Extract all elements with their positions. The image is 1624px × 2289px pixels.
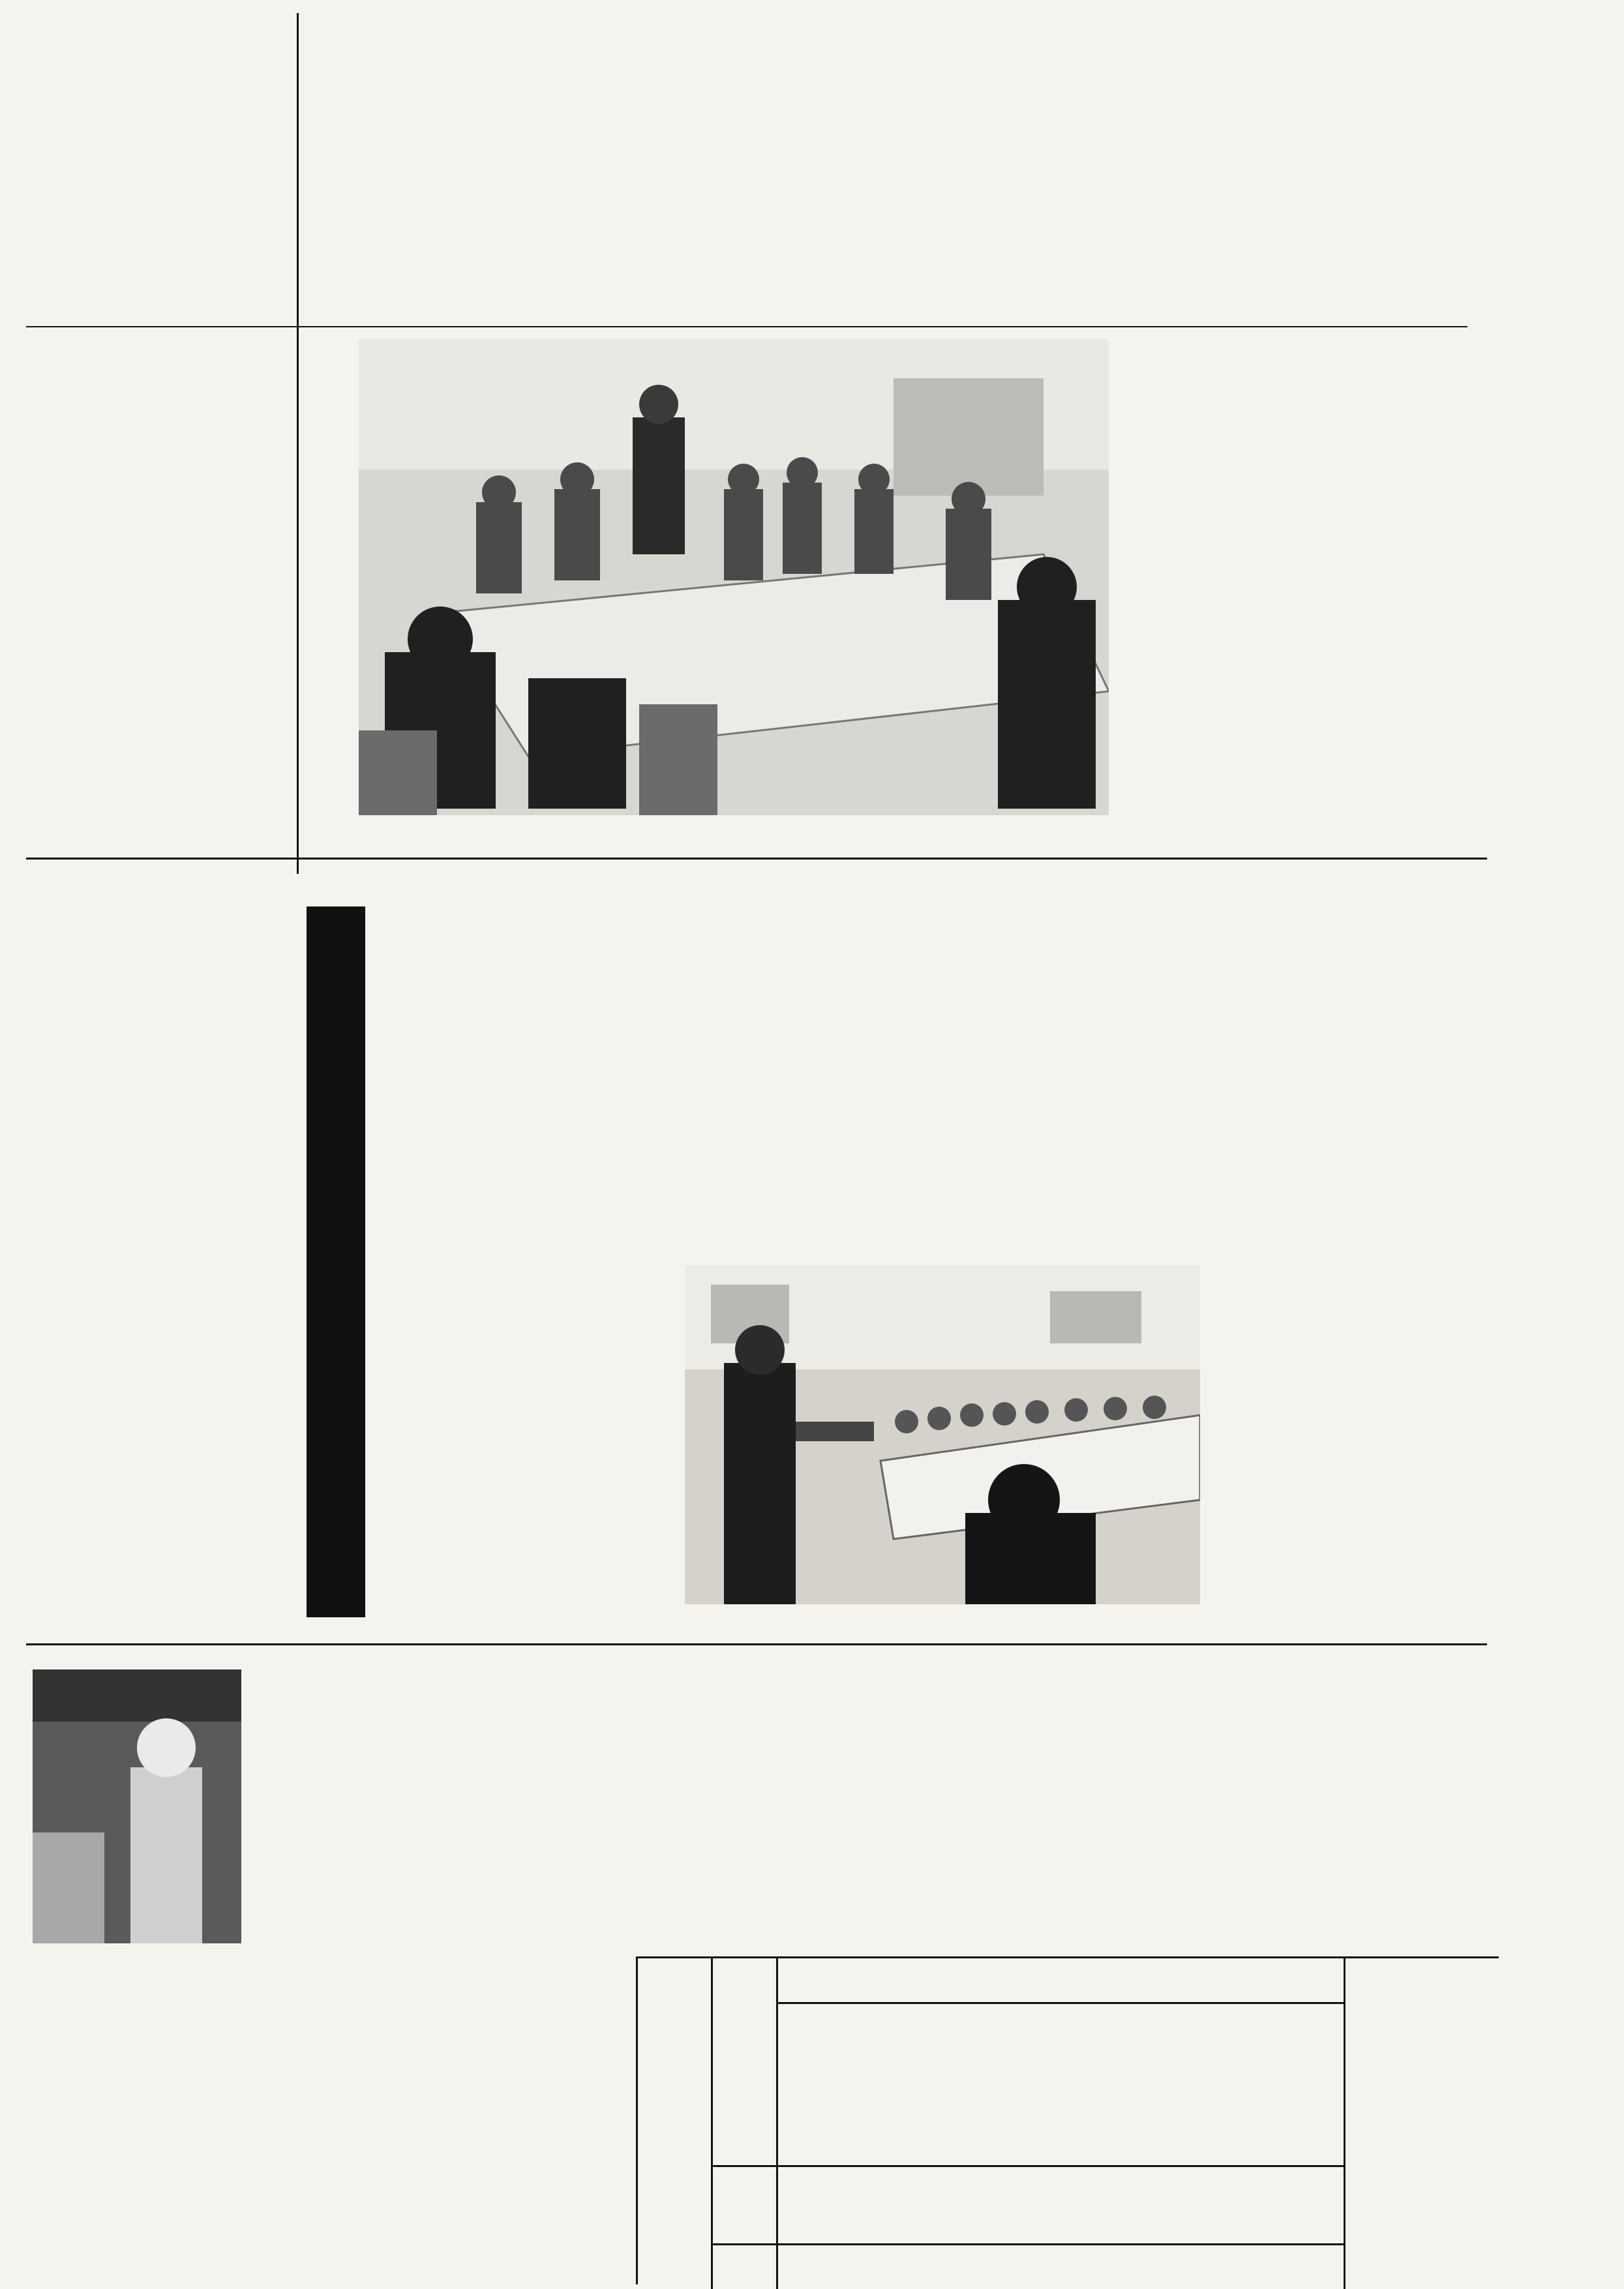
section-rule: [352, 326, 1467, 327]
section-rule: [26, 858, 1487, 860]
photo-award: [33, 1669, 241, 1943]
table-rule: [776, 2002, 1344, 2004]
table-rule: [776, 1956, 778, 2289]
flight-schedule-table: [636, 1956, 1499, 2284]
photo-roundtable: [359, 339, 1109, 815]
campaign-banner: [307, 906, 365, 1617]
table-rule: [711, 1956, 713, 2289]
schedule-title: [646, 1963, 697, 2276]
column-rule: [297, 13, 299, 874]
table-rule: [1344, 1956, 1346, 2289]
table-rule: [711, 2165, 1344, 2167]
table-rule: [711, 2243, 1344, 2245]
photo-meeting: [685, 1265, 1200, 1604]
section-rule: [26, 326, 385, 327]
section-rule: [26, 1643, 1487, 1645]
